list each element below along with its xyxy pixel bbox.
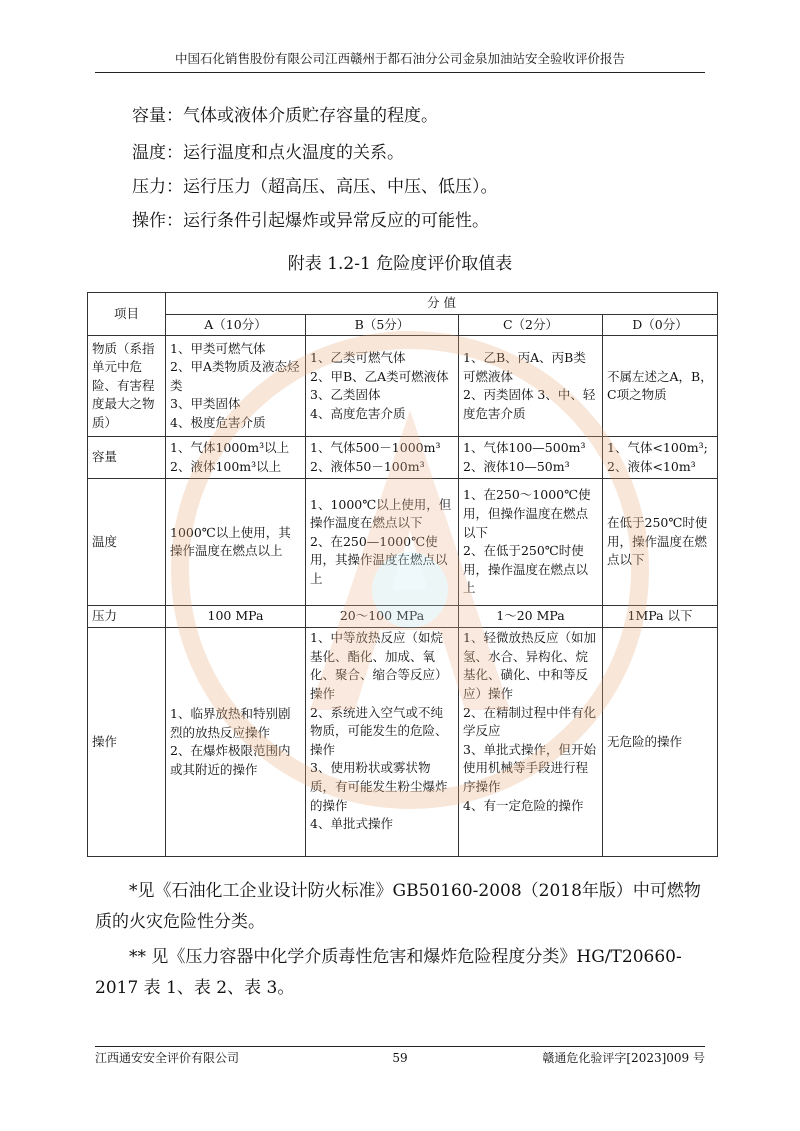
cell-pressure-a: 100 MPa (166, 606, 306, 628)
table-caption: 附表 1.2-1 危险度评价取值表 (287, 254, 513, 274)
row-label-temperature: 温度 (88, 479, 166, 606)
hazard-evaluation-table (87, 292, 718, 857)
definition-pressure: 压力：运行压力（超高压、高压、中压、低压）。 (132, 177, 498, 197)
column-header-a: A（10分） (166, 314, 306, 336)
cell-pressure-d: 1MPa 以下 (603, 606, 718, 628)
footnote-gb50160: *见《石油化工企业设计防火标准》GB50160-2008（2018年版）中可燃物质的火灾危险性分类。 (95, 881, 701, 932)
table-row (88, 606, 718, 628)
definition-temperature: 温度：运行温度和点火温度的关系。 (132, 143, 404, 163)
table-row (88, 479, 718, 606)
table-header-item: 项目 (88, 293, 166, 336)
cell-capacity-c: 1、气体100—500m³ 2、液体10—50m³ (459, 437, 603, 479)
definition-capacity: 容量：气体或液体介质贮存容量的程度。 (132, 106, 438, 126)
cell-substance-c: 1、乙B、丙A、丙B类可燃液体 2、丙类固体 3、中、轻度危害介质 (459, 336, 603, 437)
column-header-c: C（2分） (459, 314, 603, 336)
cell-operation-d: 无危险的操作 (603, 628, 718, 857)
footer-divider (95, 1046, 705, 1047)
page-header-title: 中国石化销售股份有限公司江西赣州于都石油分公司金泉加油站安全验收评价报告 (174, 51, 625, 66)
cell-operation-b: 1、中等放热反应（如烷基化、酯化、加成、氧化、聚合、缩合等反应）操作 2、系统进入空气或不纯物质，可能发生的危险、操作 3、使用粉状或雾状物质，有可能发生粉尘爆炸的操作 4、单批式操作 (306, 628, 459, 857)
cell-substance-d: 不属左述之A，B，C项之物质 (603, 336, 718, 437)
cell-capacity-d: 1、气体<100m³; 2、液体<10m³ (603, 437, 718, 479)
cell-temperature-d: 在低于250℃时使用，操作温度在燃点以下 (603, 479, 718, 606)
cell-temperature-c: 1、在250～1000℃使用，但操作温度在燃点以下 2、在低于250℃时使用，操作温度在燃点以上 (459, 479, 603, 606)
cell-substance-a: 1、甲类可燃气体 2、甲A类物质及液态烃类 3、甲类固体 4、极度危害介质 (166, 336, 306, 437)
footnote-hg20660: ** 见《压力容器中化学介质毒性危害和爆炸危险程度分类》HG/T20660-2017 表 1、表 2、表 3。 (95, 947, 682, 998)
definition-operation: 操作：运行条件引起爆炸或异常反应的可能性。 (132, 211, 489, 231)
row-label-capacity: 容量 (88, 437, 166, 479)
column-header-d: D（0分） (603, 314, 718, 336)
footer-report-number: 赣通危化验评字[2023]009 号 (542, 1051, 705, 1065)
cell-capacity-a: 1、气体1000m³以上 2、液体100m³以上 (166, 437, 306, 479)
page-number: 59 (392, 1051, 408, 1065)
row-label-substance: 物质（系指单元中危险、有害程度最大之物质） (88, 336, 166, 437)
cell-operation-c: 1、轻微放热反应（如加氢、水合、异构化、烷基化、磺化、中和等反应）操作 2、在精制过程中伴有化学反应 3、单批式操作，但开始使用机械等手段进行程序操作 4、有一定危险的操作 (459, 628, 603, 857)
table-row (88, 437, 718, 479)
column-header-b: B（5分） (306, 314, 459, 336)
cell-substance-b: 1、乙类可燃气体 2、甲B、乙A类可燃液体 3、乙类固体 4、高度危害介质 (306, 336, 459, 437)
cell-temperature-a: 1000℃以上使用，其操作温度在燃点以上 (166, 479, 306, 606)
cell-operation-a: 1、临界放热和特别剧烈的放热反应操作 2、在爆炸极限范围内或其附近的操作 (166, 628, 306, 857)
header-divider (95, 72, 705, 73)
row-label-pressure: 压力 (88, 606, 166, 628)
row-label-operation: 操作 (88, 628, 166, 857)
cell-temperature-b: 1、1000℃以上使用，但操作温度在燃点以下 2、在250—1000℃使用，其操作温度在燃点以上 (306, 479, 459, 606)
cell-pressure-b: 20～100 MPa (306, 606, 459, 628)
cell-pressure-c: 1～20 MPa (459, 606, 603, 628)
table-row (88, 336, 718, 437)
cell-capacity-b: 1、气体500－1000m³ 2、液体50－100m³ (306, 437, 459, 479)
footer-company: 江西通安安全评价有限公司 (95, 1051, 240, 1065)
table-header-score: 分 值 (166, 293, 718, 315)
table-row (88, 628, 718, 857)
